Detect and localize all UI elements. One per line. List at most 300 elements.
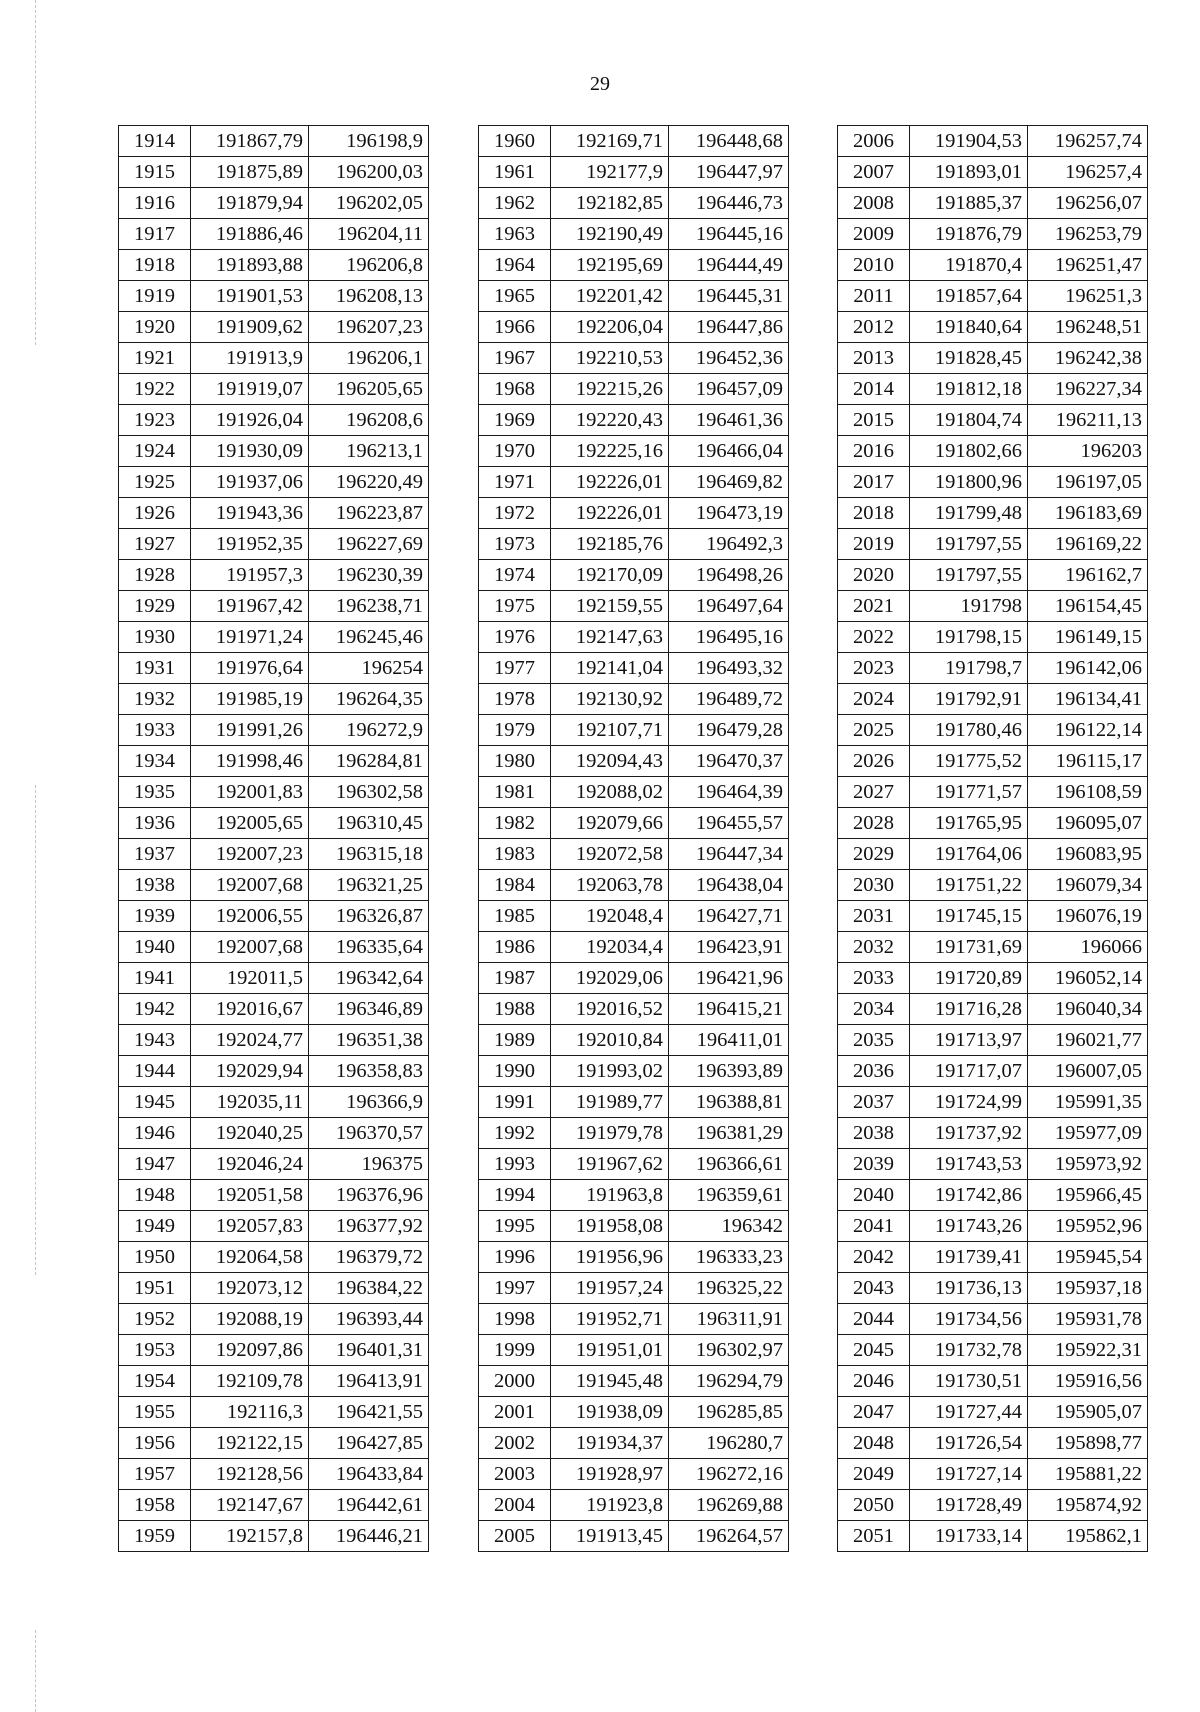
year-cell: 1986 [479, 932, 551, 963]
table-row [479, 839, 789, 870]
table-row [119, 777, 429, 808]
y-value-cell: 196122,14 [1028, 715, 1148, 746]
y-value-cell: 196384,22 [309, 1273, 429, 1304]
y-value-cell: 196321,25 [309, 870, 429, 901]
y-value-cell: 196489,72 [669, 684, 789, 715]
year-cell: 1941 [119, 963, 191, 994]
y-value-cell: 196358,83 [309, 1056, 429, 1087]
table-row [838, 498, 1148, 529]
year-cell: 2011 [838, 281, 910, 312]
year-cell: 1950 [119, 1242, 191, 1273]
y-value-cell: 196238,71 [309, 591, 429, 622]
table-row [119, 1087, 429, 1118]
x-value-cell: 192029,06 [551, 963, 669, 994]
x-value-cell: 192057,83 [191, 1211, 309, 1242]
year-cell: 1936 [119, 808, 191, 839]
x-value-cell: 191812,18 [910, 374, 1028, 405]
table-row [838, 901, 1148, 932]
x-value-cell: 192109,78 [191, 1366, 309, 1397]
x-value-cell: 191979,78 [551, 1118, 669, 1149]
x-value-cell: 191913,9 [191, 343, 309, 374]
year-cell: 2013 [838, 343, 910, 374]
table-row [119, 1180, 429, 1211]
y-value-cell: 196294,79 [669, 1366, 789, 1397]
year-cell: 1960 [479, 126, 551, 157]
year-cell: 1979 [479, 715, 551, 746]
table-row [119, 436, 429, 467]
x-value-cell: 192007,68 [191, 870, 309, 901]
year-cell: 2031 [838, 901, 910, 932]
table-row [479, 1490, 789, 1521]
table-row [838, 405, 1148, 436]
year-cell: 2043 [838, 1273, 910, 1304]
year-cell: 2003 [479, 1459, 551, 1490]
year-cell: 1997 [479, 1273, 551, 1304]
y-value-cell: 195931,78 [1028, 1304, 1148, 1335]
year-cell: 1928 [119, 560, 191, 591]
x-value-cell: 192169,71 [551, 126, 669, 157]
table-row [119, 1273, 429, 1304]
x-value-cell: 191716,28 [910, 994, 1028, 1025]
x-value-cell: 191885,37 [910, 188, 1028, 219]
year-cell: 2034 [838, 994, 910, 1025]
table-row [838, 870, 1148, 901]
y-value-cell: 195966,45 [1028, 1180, 1148, 1211]
y-value-cell: 196220,49 [309, 467, 429, 498]
table-row [838, 126, 1148, 157]
year-cell: 1921 [119, 343, 191, 374]
x-value-cell: 191957,24 [551, 1273, 669, 1304]
x-value-cell: 191893,88 [191, 250, 309, 281]
year-cell: 2028 [838, 808, 910, 839]
x-value-cell: 191713,97 [910, 1025, 1028, 1056]
margin-rule-bottom [35, 1630, 36, 1712]
x-value-cell: 192122,15 [191, 1428, 309, 1459]
year-cell: 2037 [838, 1087, 910, 1118]
year-cell: 1946 [119, 1118, 191, 1149]
x-value-cell: 192226,01 [551, 467, 669, 498]
year-cell: 1998 [479, 1304, 551, 1335]
x-value-cell: 191733,14 [910, 1521, 1028, 1552]
table-row [838, 1397, 1148, 1428]
table-row [838, 529, 1148, 560]
y-value-cell: 196227,34 [1028, 374, 1148, 405]
table-row [479, 1149, 789, 1180]
table-row [479, 1397, 789, 1428]
x-value-cell: 191751,22 [910, 870, 1028, 901]
year-cell: 1943 [119, 1025, 191, 1056]
table-row [838, 1056, 1148, 1087]
table-row [838, 622, 1148, 653]
y-value-cell: 196376,96 [309, 1180, 429, 1211]
x-value-cell: 192147,67 [191, 1490, 309, 1521]
y-value-cell: 196381,29 [669, 1118, 789, 1149]
table-row [838, 591, 1148, 622]
table-row [838, 1087, 1148, 1118]
year-cell: 1920 [119, 312, 191, 343]
x-value-cell: 191928,97 [551, 1459, 669, 1490]
table-row [479, 1056, 789, 1087]
year-cell: 2040 [838, 1180, 910, 1211]
y-value-cell: 196351,38 [309, 1025, 429, 1056]
table-row [838, 1211, 1148, 1242]
x-value-cell: 191730,51 [910, 1366, 1028, 1397]
year-cell: 1939 [119, 901, 191, 932]
year-cell: 2044 [838, 1304, 910, 1335]
year-cell: 1983 [479, 839, 551, 870]
year-cell: 2026 [838, 746, 910, 777]
y-value-cell: 196169,22 [1028, 529, 1148, 560]
year-cell: 2004 [479, 1490, 551, 1521]
table-row [119, 1397, 429, 1428]
y-value-cell: 196464,39 [669, 777, 789, 808]
table-row [119, 157, 429, 188]
table-row [479, 1118, 789, 1149]
x-value-cell: 191971,24 [191, 622, 309, 653]
table-row [479, 591, 789, 622]
x-value-cell: 192016,67 [191, 994, 309, 1025]
y-value-cell: 196242,38 [1028, 343, 1148, 374]
year-cell: 1961 [479, 157, 551, 188]
table-row [838, 343, 1148, 374]
x-value-cell: 192116,3 [191, 1397, 309, 1428]
year-cell: 1973 [479, 529, 551, 560]
y-value-cell: 196445,31 [669, 281, 789, 312]
y-value-cell: 196134,41 [1028, 684, 1148, 715]
year-cell: 1915 [119, 157, 191, 188]
x-value-cell: 192001,83 [191, 777, 309, 808]
x-value-cell: 191876,79 [910, 219, 1028, 250]
table-row [119, 188, 429, 219]
x-value-cell: 191893,01 [910, 157, 1028, 188]
year-cell: 2035 [838, 1025, 910, 1056]
x-value-cell: 192010,84 [551, 1025, 669, 1056]
y-value-cell: 196257,74 [1028, 126, 1148, 157]
table-row [479, 1273, 789, 1304]
y-value-cell: 196040,34 [1028, 994, 1148, 1025]
x-value-cell: 191989,77 [551, 1087, 669, 1118]
table-row [119, 994, 429, 1025]
table-row [479, 932, 789, 963]
year-cell: 1966 [479, 312, 551, 343]
x-value-cell: 191875,89 [191, 157, 309, 188]
year-cell: 1995 [479, 1211, 551, 1242]
x-value-cell: 191717,07 [910, 1056, 1028, 1087]
table-row [479, 529, 789, 560]
x-value-cell: 191998,46 [191, 746, 309, 777]
x-value-cell: 191909,62 [191, 312, 309, 343]
x-value-cell: 192210,53 [551, 343, 669, 374]
y-value-cell: 196433,84 [309, 1459, 429, 1490]
y-value-cell: 196197,05 [1028, 467, 1148, 498]
year-cell: 1914 [119, 126, 191, 157]
table-row [479, 777, 789, 808]
x-value-cell: 192073,12 [191, 1273, 309, 1304]
y-value-cell: 196245,46 [309, 622, 429, 653]
x-value-cell: 191727,44 [910, 1397, 1028, 1428]
y-value-cell: 196492,3 [669, 529, 789, 560]
table-row [119, 1118, 429, 1149]
x-value-cell: 191765,95 [910, 808, 1028, 839]
x-value-cell: 191775,52 [910, 746, 1028, 777]
y-value-cell: 196455,57 [669, 808, 789, 839]
x-value-cell: 191724,99 [910, 1087, 1028, 1118]
y-value-cell: 196251,47 [1028, 250, 1148, 281]
year-cell: 1971 [479, 467, 551, 498]
x-value-cell: 192094,43 [551, 746, 669, 777]
table-row [479, 1180, 789, 1211]
y-value-cell: 196393,44 [309, 1304, 429, 1335]
x-value-cell: 191743,53 [910, 1149, 1028, 1180]
x-value-cell: 191799,48 [910, 498, 1028, 529]
x-value-cell: 192088,02 [551, 777, 669, 808]
y-value-cell: 196211,13 [1028, 405, 1148, 436]
year-cell: 1996 [479, 1242, 551, 1273]
y-value-cell: 196415,21 [669, 994, 789, 1025]
x-value-cell: 192011,5 [191, 963, 309, 994]
year-cell: 1990 [479, 1056, 551, 1087]
table-row [838, 1521, 1148, 1552]
y-value-cell: 196162,7 [1028, 560, 1148, 591]
year-cell: 1929 [119, 591, 191, 622]
x-value-cell: 191934,37 [551, 1428, 669, 1459]
x-value-cell: 191943,36 [191, 498, 309, 529]
year-cell: 2008 [838, 188, 910, 219]
x-value-cell: 191797,55 [910, 560, 1028, 591]
year-cell: 2015 [838, 405, 910, 436]
y-value-cell: 196257,4 [1028, 157, 1148, 188]
x-value-cell: 191731,69 [910, 932, 1028, 963]
x-value-cell: 192226,01 [551, 498, 669, 529]
x-value-cell: 191919,07 [191, 374, 309, 405]
year-cell: 1924 [119, 436, 191, 467]
y-value-cell: 196206,8 [309, 250, 429, 281]
year-cell: 1937 [119, 839, 191, 870]
y-value-cell: 196393,89 [669, 1056, 789, 1087]
y-value-cell: 196447,86 [669, 312, 789, 343]
x-value-cell: 191792,91 [910, 684, 1028, 715]
y-value-cell: 196095,07 [1028, 808, 1148, 839]
year-cell: 1967 [479, 343, 551, 374]
year-cell: 2009 [838, 219, 910, 250]
table-row [838, 715, 1148, 746]
x-value-cell: 191938,09 [551, 1397, 669, 1428]
table-row [119, 1428, 429, 1459]
year-cell: 2001 [479, 1397, 551, 1428]
y-value-cell: 195874,92 [1028, 1490, 1148, 1521]
y-value-cell: 196213,1 [309, 436, 429, 467]
x-value-cell: 191804,74 [910, 405, 1028, 436]
year-cell: 2038 [838, 1118, 910, 1149]
year-cell: 1916 [119, 188, 191, 219]
y-value-cell: 196497,64 [669, 591, 789, 622]
table-row [119, 963, 429, 994]
x-value-cell: 192051,58 [191, 1180, 309, 1211]
x-value-cell: 191726,54 [910, 1428, 1028, 1459]
table-row [119, 746, 429, 777]
x-value-cell: 191771,57 [910, 777, 1028, 808]
x-value-cell: 191736,13 [910, 1273, 1028, 1304]
x-value-cell: 191798 [910, 591, 1028, 622]
year-cell: 1988 [479, 994, 551, 1025]
y-value-cell: 196447,34 [669, 839, 789, 870]
table-row [119, 126, 429, 157]
data-table-1 [118, 125, 429, 1552]
x-value-cell: 192072,58 [551, 839, 669, 870]
year-cell: 1922 [119, 374, 191, 405]
y-value-cell: 195952,96 [1028, 1211, 1148, 1242]
table-row [479, 250, 789, 281]
x-value-cell: 191993,02 [551, 1056, 669, 1087]
x-value-cell: 191991,26 [191, 715, 309, 746]
table-row [119, 622, 429, 653]
table-row [838, 1273, 1148, 1304]
table-row [119, 808, 429, 839]
x-value-cell: 192182,85 [551, 188, 669, 219]
x-value-cell: 191957,3 [191, 560, 309, 591]
table-row [119, 560, 429, 591]
y-value-cell: 196254 [309, 653, 429, 684]
y-value-cell: 196427,71 [669, 901, 789, 932]
x-value-cell: 192029,94 [191, 1056, 309, 1087]
y-value-cell: 196256,07 [1028, 188, 1148, 219]
table-row [479, 808, 789, 839]
y-value-cell: 195991,35 [1028, 1087, 1148, 1118]
year-cell: 1958 [119, 1490, 191, 1521]
table-row [119, 467, 429, 498]
y-value-cell: 196079,34 [1028, 870, 1148, 901]
year-cell: 1948 [119, 1180, 191, 1211]
y-value-cell: 196473,19 [669, 498, 789, 529]
table-row [119, 870, 429, 901]
margin-rule-top [35, 0, 36, 345]
table-row [479, 746, 789, 777]
table-row [479, 715, 789, 746]
data-table-3 [837, 125, 1148, 1552]
x-value-cell: 192147,63 [551, 622, 669, 653]
y-value-cell: 196315,18 [309, 839, 429, 870]
x-value-cell: 191901,53 [191, 281, 309, 312]
x-value-cell: 191840,64 [910, 312, 1028, 343]
table-row [838, 467, 1148, 498]
year-cell: 1994 [479, 1180, 551, 1211]
y-value-cell: 196446,21 [309, 1521, 429, 1552]
y-value-cell: 196438,04 [669, 870, 789, 901]
y-value-cell: 195922,31 [1028, 1335, 1148, 1366]
table-row [119, 653, 429, 684]
x-value-cell: 192190,49 [551, 219, 669, 250]
x-value-cell: 192185,76 [551, 529, 669, 560]
y-value-cell: 196359,61 [669, 1180, 789, 1211]
y-value-cell: 196325,22 [669, 1273, 789, 1304]
x-value-cell: 191727,14 [910, 1459, 1028, 1490]
x-value-cell: 191904,53 [910, 126, 1028, 157]
y-value-cell: 195881,22 [1028, 1459, 1148, 1490]
x-value-cell: 192195,69 [551, 250, 669, 281]
year-cell: 2045 [838, 1335, 910, 1366]
y-value-cell: 196285,85 [669, 1397, 789, 1428]
y-value-cell: 196470,37 [669, 746, 789, 777]
y-value-cell: 196280,7 [669, 1428, 789, 1459]
year-cell: 1970 [479, 436, 551, 467]
y-value-cell: 196269,88 [669, 1490, 789, 1521]
year-cell: 2046 [838, 1366, 910, 1397]
x-value-cell: 192034,4 [551, 932, 669, 963]
year-cell: 2049 [838, 1459, 910, 1490]
y-value-cell: 196311,91 [669, 1304, 789, 1335]
table-row [479, 1459, 789, 1490]
year-cell: 1976 [479, 622, 551, 653]
table-row [479, 374, 789, 405]
year-cell: 1947 [119, 1149, 191, 1180]
table-row [119, 405, 429, 436]
year-cell: 1993 [479, 1149, 551, 1180]
x-value-cell: 191739,41 [910, 1242, 1028, 1273]
y-value-cell: 196366,61 [669, 1149, 789, 1180]
x-value-cell: 192007,23 [191, 839, 309, 870]
year-cell: 1942 [119, 994, 191, 1025]
x-value-cell: 191797,55 [910, 529, 1028, 560]
year-cell: 2030 [838, 870, 910, 901]
y-value-cell: 196421,96 [669, 963, 789, 994]
table-row [479, 1335, 789, 1366]
year-cell: 2032 [838, 932, 910, 963]
year-cell: 1923 [119, 405, 191, 436]
x-value-cell: 191737,92 [910, 1118, 1028, 1149]
year-cell: 1984 [479, 870, 551, 901]
x-value-cell: 191867,79 [191, 126, 309, 157]
y-value-cell: 196272,16 [669, 1459, 789, 1490]
y-value-cell: 196446,73 [669, 188, 789, 219]
x-value-cell: 192040,25 [191, 1118, 309, 1149]
y-value-cell: 196495,16 [669, 622, 789, 653]
y-value-cell: 196452,36 [669, 343, 789, 374]
y-value-cell: 196284,81 [309, 746, 429, 777]
x-value-cell: 191728,49 [910, 1490, 1028, 1521]
y-value-cell: 196207,23 [309, 312, 429, 343]
y-value-cell: 196370,57 [309, 1118, 429, 1149]
table-row [838, 1366, 1148, 1397]
y-value-cell: 196066 [1028, 932, 1148, 963]
year-cell: 2027 [838, 777, 910, 808]
year-cell: 1985 [479, 901, 551, 932]
table-row [479, 498, 789, 529]
y-value-cell: 196205,65 [309, 374, 429, 405]
x-value-cell: 191945,48 [551, 1366, 669, 1397]
x-value-cell: 191742,86 [910, 1180, 1028, 1211]
x-value-cell: 191930,09 [191, 436, 309, 467]
y-value-cell: 196149,15 [1028, 622, 1148, 653]
table-row [838, 312, 1148, 343]
x-value-cell: 191886,46 [191, 219, 309, 250]
year-cell: 1965 [479, 281, 551, 312]
x-value-cell: 192016,52 [551, 994, 669, 1025]
table-row [479, 870, 789, 901]
table-row [119, 1304, 429, 1335]
year-cell: 1926 [119, 498, 191, 529]
year-cell: 2051 [838, 1521, 910, 1552]
y-value-cell: 196203 [1028, 436, 1148, 467]
x-value-cell: 191802,66 [910, 436, 1028, 467]
year-cell: 1989 [479, 1025, 551, 1056]
year-cell: 2036 [838, 1056, 910, 1087]
table-row [838, 808, 1148, 839]
y-value-cell: 196444,49 [669, 250, 789, 281]
y-value-cell: 196335,64 [309, 932, 429, 963]
table-row [119, 250, 429, 281]
table-row [838, 1459, 1148, 1490]
y-value-cell: 196108,59 [1028, 777, 1148, 808]
